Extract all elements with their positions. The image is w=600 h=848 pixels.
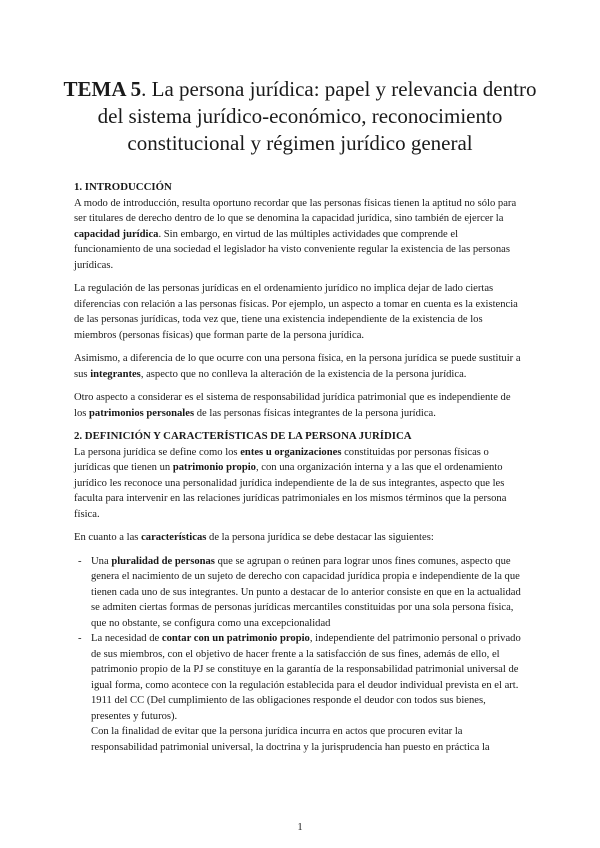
paragraph bbox=[74, 390, 524, 421]
text: , aspecto que no conlleva la alteración de la existencia de la persona jurídica. bbox=[140, 368, 467, 380]
bold-term: contar con un patrimonio propio bbox=[161, 633, 310, 644]
bullet-dash: - bbox=[78, 555, 82, 567]
text: Otro aspecto a considerar es el sistema de responsabilidad jurídica patrimonial que es independiente de los bbox=[74, 392, 511, 419]
characteristics-list bbox=[74, 554, 524, 725]
list-item bbox=[74, 554, 524, 632]
text: constituidas por personas físicas o jurídicas que tienen un bbox=[74, 446, 489, 473]
bold-term: patrimonios personales bbox=[89, 407, 195, 419]
text: La persona jurídica se define como los bbox=[74, 446, 241, 458]
document-body bbox=[74, 180, 524, 763]
list-item bbox=[74, 631, 524, 724]
text: de la persona jurídica se debe destacar las siguientes: bbox=[206, 532, 434, 543]
bold-term: patrimonio propio bbox=[172, 462, 256, 473]
bold-term: características bbox=[141, 532, 207, 543]
title-text: . La persona jurídica: papel y relevancia dentro del sistema jurídico-económico, reconocimiento constitucional y régimen jurídico general bbox=[97, 77, 537, 155]
paragraph bbox=[74, 351, 524, 382]
section-heading-introduccion: 1. INTRODUCCIÓN bbox=[74, 181, 172, 193]
paragraph: La regulación de las personas jurídicas en el ordenamiento jurídico no implica dejar de lado ciertas diferencias con relación a las personas físicas. Por ejemplo, un aspecto a tomar en cuenta es la existencia de las personas jurídicas, toda vez que, tiene una existencia independiente de la existencia de los miembros (personas físicas) que forman parte de la persona jurídica. bbox=[74, 283, 518, 341]
text: Una bbox=[91, 555, 112, 567]
text: A modo de introducción, resulta oportuno recordar que las personas físicas tienen la aptitud no sólo para ser titulares de derecho dentro de lo que se denomina la capacidad jurídica, sino también de ejercer la bbox=[74, 197, 517, 224]
text: de las personas físicas integrantes de la persona jurídica. bbox=[194, 407, 436, 419]
paragraph bbox=[74, 445, 524, 523]
bold-term: integrantes bbox=[90, 368, 141, 380]
section-heading-definicion: 2. DEFINICIÓN Y CARACTERÍSTICAS DE LA PERSONA JURÍDICA bbox=[74, 430, 412, 442]
text: , con una organización interna y a las que el ordenamiento jurídico les reconoce una personalidad jurídica independiente de la de sus integrantes, aspecto que les faculta para intervenir en las relaciones jurídicas patrimoniales en los mismos términos que la persona física. bbox=[74, 462, 507, 520]
text: Asimismo, a diferencia de lo que ocurre con una persona física, en la persona jurídica se puede sustituir a sus bbox=[74, 353, 521, 380]
text: que se agrupan o reúnen para lograr unos fines comunes, aspecto que genera el nacimiento de un sujeto de derecho con capacidad jurídica propia e independiente de la que tienen cada uno de sus integrantes. Un punto a destacar de lo anterior consiste en que en la actualidad se admiten ciertas formas de personas jurídicas mercantiles constituidas por una sola persona física, que no obstante, se configura como una excepcionalidad bbox=[91, 555, 521, 629]
bold-term: entes u organizaciones bbox=[240, 446, 342, 458]
text: En cuanto a las bbox=[74, 532, 142, 543]
bold-term: pluralidad de personas bbox=[111, 555, 215, 567]
list-item-continuation: Con la finalidad de evitar que la persona jurídica incurra en actos que procuren evitar la responsabilidad patrimonial universal, la doctrina y la jurisprudencia han puesto en práctica la bbox=[91, 726, 490, 753]
title-tema-number: TEMA 5 bbox=[63, 77, 142, 101]
document-title bbox=[60, 76, 540, 157]
bold-term: capacidad jurídica bbox=[74, 228, 159, 240]
text: , independiente del patrimonio personal o privado de sus miembros, con el objetivo de hacer frente a la satisfacción de sus fines, además de ello, el patrimonio propio de la PJ se constituye en la garantía de la responsabilidad patrimonial universal de igual forma, como acontece con la regulación establecida para el deudor individual prevista en el art. 1911 del CC (Del cumplimiento de las obligaciones responde el deudor con todos sus bienes, presentes y futuros). bbox=[91, 633, 521, 722]
page-number: 1 bbox=[297, 822, 303, 833]
bullet-dash: - bbox=[78, 633, 82, 644]
paragraph bbox=[74, 196, 524, 274]
text: La necesidad de bbox=[91, 633, 162, 644]
paragraph bbox=[74, 530, 524, 546]
text: . Sin embargo, en virtud de las múltiples actividades que comprende el funcionamiento de una sociedad el legislador ha visto conveniente regular la existencia de las personas jurídicas. bbox=[74, 228, 510, 271]
